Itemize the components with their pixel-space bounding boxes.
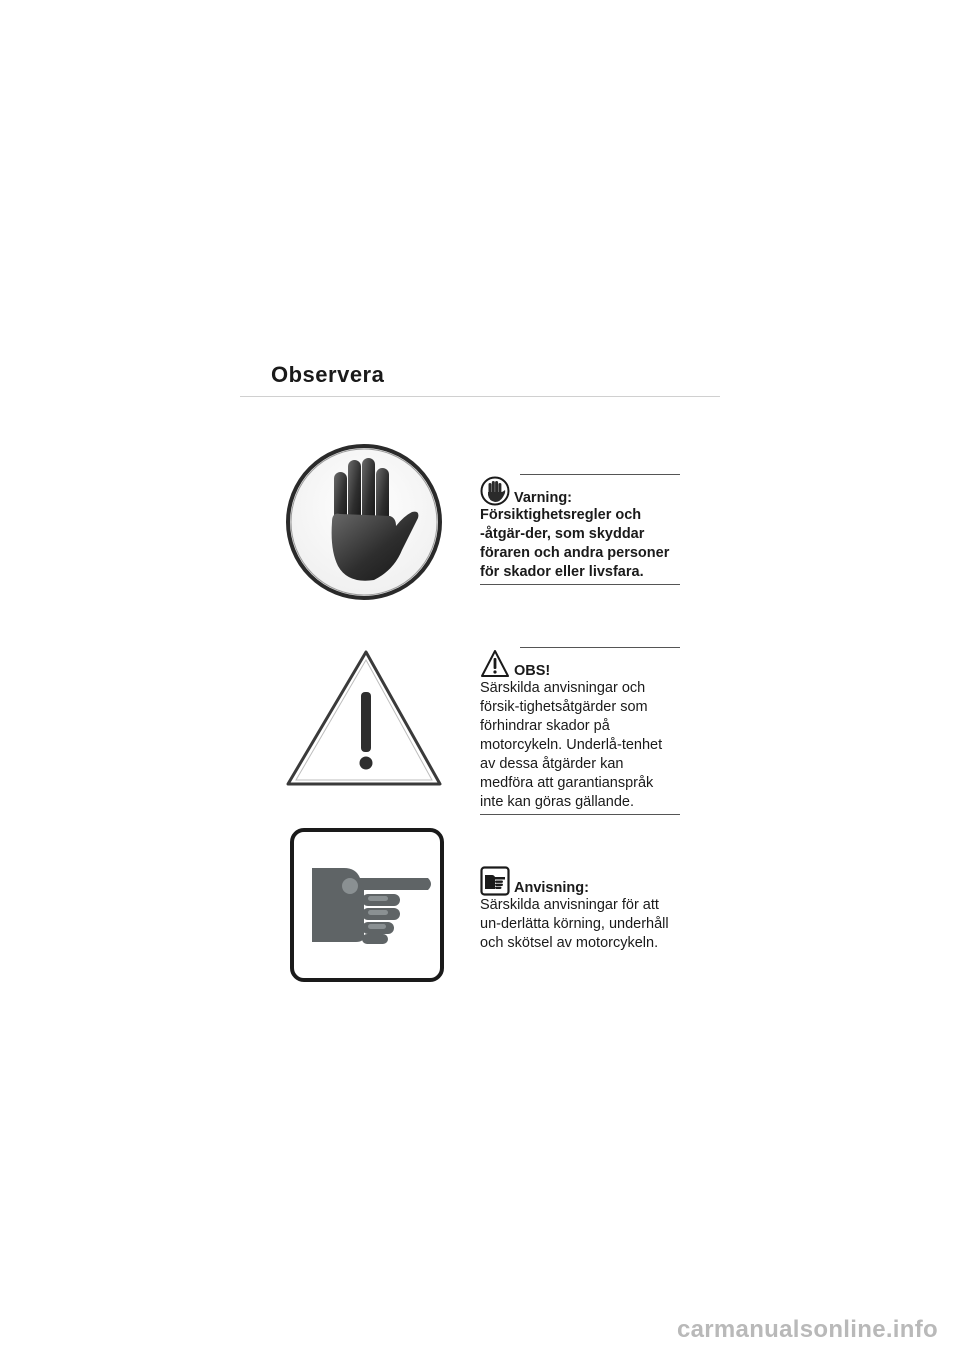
- note-text: Särskilda anvisningar för att un-derlätta körning, underhåll och skötsel av motorcykeln.: [480, 897, 669, 951]
- note-header: [480, 647, 680, 679]
- stop-hand-small-icon: [480, 476, 510, 506]
- note-top-rule: [520, 647, 680, 648]
- note-heading: OBS!: [514, 663, 551, 679]
- note-text: Försiktighetsregler och -åtgär-der, som skyddar föraren och andra personer för skador eller livsfara.: [480, 507, 670, 580]
- note-header: [480, 474, 680, 506]
- pointing-hand-icon: [290, 828, 444, 982]
- warning-triangle-icon: [284, 648, 444, 788]
- watermark: carmanualsonline.info: [676, 1316, 938, 1343]
- stop-hand-icon: [284, 442, 444, 602]
- note-heading: Varning:: [514, 490, 573, 506]
- warning-note: [480, 474, 680, 585]
- note-text: Särskilda anvisningar och försik-tighetsåtgärder som förhindrar skador på motorcykeln. Underlå-tenhet av dessa åtgärder kan medföra att garantianspråk inte kan göras gällande.: [480, 680, 663, 810]
- caution-note: [480, 647, 680, 815]
- note-heading: Anvisning:: [514, 880, 589, 896]
- hint-note: [480, 866, 680, 953]
- title-divider: [240, 396, 720, 397]
- note-bottom-rule: [480, 584, 680, 585]
- note-top-rule: [520, 474, 680, 475]
- note-header: [480, 866, 680, 896]
- note-bottom-rule: [480, 814, 680, 815]
- pointing-hand-small-icon: [480, 866, 510, 896]
- warning-triangle-small-icon: [480, 649, 510, 679]
- page-title: Observera: [271, 362, 385, 387]
